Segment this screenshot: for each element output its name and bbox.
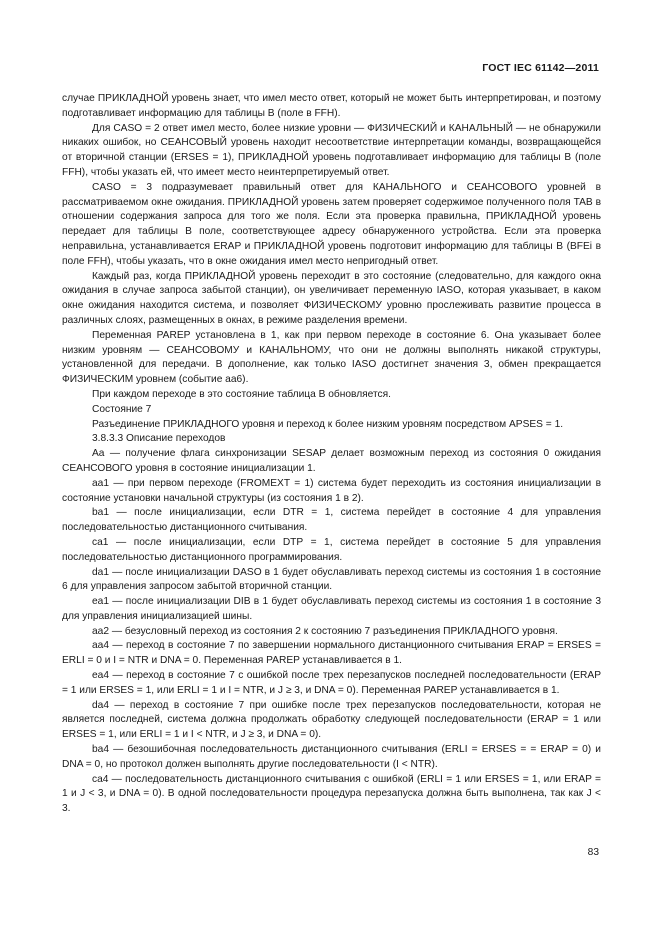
paragraph-parep: Переменная PAREP установлена в 1, как при первом переходе в состояние 6. Она указывает более низким уровням — СЕАНСОВОМУ и КАНАЛЬНОМУ, что они не должны выполнять никакой структуры, установленной для передачи. В дополнение, как только IASO достигнет значения 3, обмен прекращается ФИЗИЧЕСКИМ уровнем (событие aa6).	[62, 329, 601, 386]
transition-ba1: ba1 — после инициализации, если DTR = 1, система перейдет в состояние 4 для управления последовательностью дистанционного считывания.	[62, 507, 601, 534]
transition-ca1: ca1 — после инициализации, если DTP = 1, система перейдет в состояние 5 для управления последовательностью дистанционного программирования.	[62, 536, 601, 563]
section-heading: 3.8.3.3 Описание переходов	[92, 433, 226, 445]
transition-ea4: ea4 — переход в состояние 7 с ошибкой после трех перезапусков последней последовательности (ERAP = 1 или ERSES = 1, или ERLI = 1 и I = NTR, и J ≥ 3, и DNA = 0). Переменная PAREP устанавливается в 1.	[62, 670, 601, 696]
paragraph-caso-2: Для CASO = 2 ответ имел место, более низкие уровни — ФИЗИЧЕСКИЙ и КАНАЛЬНЫЙ — не обнаружили никаких ошибок, но СЕАНСОВЫЙ уровень находит несоответствие интерпретации команды, возвращающейся от вторичной станции (ERSES = 1), ПРИКЛАДНОЙ уровень подготавливает информацию для таблицы B (поле FFH), чтобы указать ей, что имеет место неинтерпретируемый ответ.	[62, 122, 601, 178]
transition-da4: da4 — переход в состояние 7 при ошибке после трех перезапусков последовательности, которая не является последней, система должна продолжать обработку следующей последовательности (ERAP = 1 или ERSES = 1, или ERLI = 1 и I < NTR, и J ≥ 3, и DNA = 0).	[62, 699, 601, 741]
transition-ea1: ea1 — после инициализации DIB в 1 будет обуславливать переход системы из состояния 1 в состояние 3 для управления инициализацией шины.	[62, 596, 601, 622]
document-body	[62, 92, 601, 817]
transition-aa1: aa1 — при первом переходе (FROMEXT = 1) система будет переходить из состояния инициализации в состояние установки начальной структуры (из состояния 1 в 2).	[62, 477, 601, 504]
paragraph-state-7: Разъединение ПРИКЛАДНОГО уровня и переход к более низким уровням посредством APSES = 1.	[92, 418, 564, 430]
page-number: 83	[587, 847, 599, 858]
paragraph-iaso: Каждый раз, когда ПРИКЛАДНОЙ уровень переходит в это состояние (следовательно, для каждого окна ожидания в случае запроса забытой станции), он увеличивает переменную IASO, которая указывает, в каком окне ожидания находится система, и позволяет ФИЗИЧЕСКОМУ уровню прослеживать развитие процесса в различных слоях, размещенных в окнах, в режиме разделения времени.	[62, 270, 601, 326]
state-7-heading: Состояние 7	[92, 403, 152, 415]
paragraph-table-update: При каждом переходе в это состояние таблица B обновляется.	[92, 388, 391, 400]
transition-ca4: ca4 — последовательность дистанционного считывания с ошибкой (ERLI = 1 или ERSES = 1, или ERAP = 1 и J < 3, и DNA = 0). В одной последовательности процедура перезапуска должна быть выполнена, так как J < 3.	[62, 773, 601, 815]
document-standard-header: ГОСТ IEC 61142—2011	[482, 62, 599, 74]
transition-aa4: aa4 — переход в состояние 7 по завершении нормального дистанционного считывания ERAP = ERSES = ERLI = 0 и I = NTR и DNA = 0. Переменная PAREP устанавливается в 1.	[62, 640, 601, 667]
paragraph-continuation: случае ПРИКЛАДНОЙ уровень знает, что имел место ответ, который не может быть интерпретирован, и поэтому подготавливает информацию для таблицы B (поле в FFH).	[62, 93, 601, 119]
paragraph-caso-3: CASO = 3 подразумевает правильный ответ для КАНАЛЬНОГО и СЕАНСОВОГО уровней в рассматриваемом окне ожидания. ПРИКЛАДНОЙ уровень затем проверяет содержимое полученного поля TAB в отношении содержания запроса для того же поля. Если эта проверка правильна, ПРИКЛАДНОЙ уровень передает для таблицы B поле, соответствующее адресу обнаруженного устройства. Если эта проверка неправильна, устанавливается ERAP и ПРИКЛАДНОЙ уровень подготовит информацию для таблицы B (BFEi в поле FFH), чтобы указать, что в окне ожидания имел место непригодный ответ.	[62, 181, 601, 267]
transition-da1: da1 — после инициализации DASO в 1 будет обуславливать переход системы из состояния 1 в состояние 6 для управления запросом забытой вторичной станции.	[62, 566, 601, 593]
transition-Aa: Aa — получение флага синхронизации SESAP делает возможным переход из состояния 0 ожидания СЕАНСОВОГО уровня в состояние инициализации 1.	[62, 448, 601, 474]
transition-aa2: aa2 — безусловный переход из состояния 2 к состоянию 7 разъединения ПРИКЛАДНОГО уровня.	[92, 625, 558, 637]
transition-ba4: ba4 — безошибочная последовательность дистанционного считывания (ERLI = ERSES = = ERAP = 0) и DNA = 0, но протокол должен выполнять другие последовательности (I < NTR).	[62, 744, 601, 770]
